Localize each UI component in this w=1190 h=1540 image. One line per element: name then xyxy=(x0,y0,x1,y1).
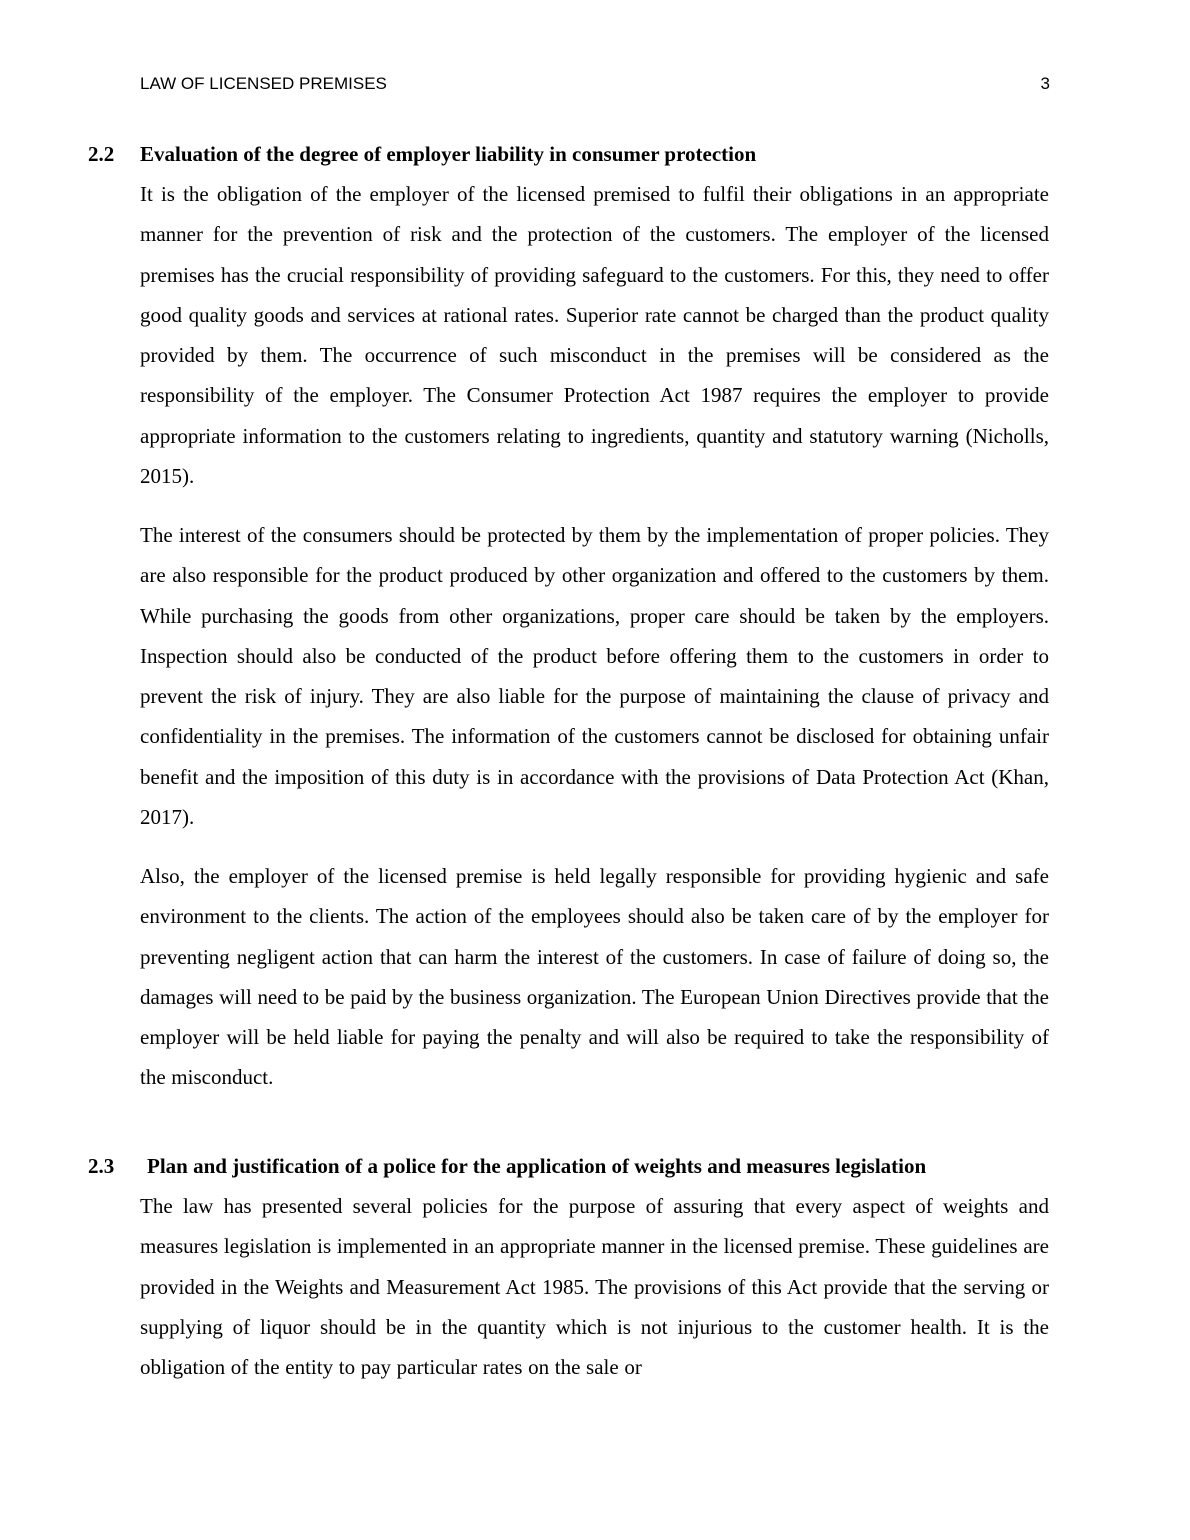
section-heading xyxy=(0,139,1190,169)
section-heading xyxy=(0,1151,1190,1181)
section-2-2 xyxy=(0,139,1190,1098)
section-number: 2.3 xyxy=(88,1154,115,1178)
running-head xyxy=(140,72,1050,96)
page-number: 3 xyxy=(1040,74,1050,93)
section-number: 2.2 xyxy=(88,142,115,166)
paragraph: It is the obligation of the employer of the licensed premised to fulfil their obligations in an appropriate manner for the prevention of risk and the protection of the customers. The employer of the licensed premises has the crucial responsibility of providing safeguard to the customers. For this, they need to offer good quality goods and services at rational rates. Superior rate cannot be charged than the product quality provided by them. The occurrence of such misconduct in the premises will be considered as the responsibility of the employer. The Consumer Protection Act 1987 requires the employer to provide appropriate information to the customers relating to ingredients, quantity and statutory warning (Nicholls, 2015). xyxy=(140,182,1049,488)
section-title: Plan and justification of a police for the application of weights and measures legislation xyxy=(147,1154,927,1178)
paragraph: The law has presented several policies for the purpose of assuring that every aspect of weights and measures legislation is implemented in an appropriate manner in the licensed premise. These guidelines are provided in the Weights and Measurement Act 1985. The provisions of this Act provide that the serving or supplying of liquor should be in the quantity which is not injurious to the customer health. It is the obligation of the entity to pay particular rates on the sale or xyxy=(140,1194,1049,1379)
running-head-title: LAW OF LICENSED PREMISES xyxy=(140,74,387,93)
paragraph: The interest of the consumers should be protected by them by the implementation of proper policies. They are also responsible for the product produced by other organization and offered to the customers by them. While purchasing the goods from other organizations, proper care should be taken by the employers. Inspection should also be conducted of the product before offering them to the customers in order to prevent the risk of injury. They are also liable for the purpose of maintaining the clause of privacy and confidentiality in the premises. The information of the customers cannot be disclosed for obtaining unfair benefit and the imposition of this duty is in accordance with the provisions of Data Protection Act (Khan, 2017). xyxy=(140,523,1049,829)
section-title: Evaluation of the degree of employer liability in consumer protection xyxy=(140,142,757,166)
section-2-3 xyxy=(0,1151,1190,1387)
paragraph: Also, the employer of the licensed premise is held legally responsible for providing hygienic and safe environment to the clients. The action of the employees should also be taken care of by the employer for preventing negligent action that can harm the interest of the customers. In case of failure of doing so, the damages will need to be paid by the business organization. The European Union Directives provide that the employer will be held liable for paying the penalty and will also be required to take the responsibility of the misconduct. xyxy=(140,864,1049,1090)
